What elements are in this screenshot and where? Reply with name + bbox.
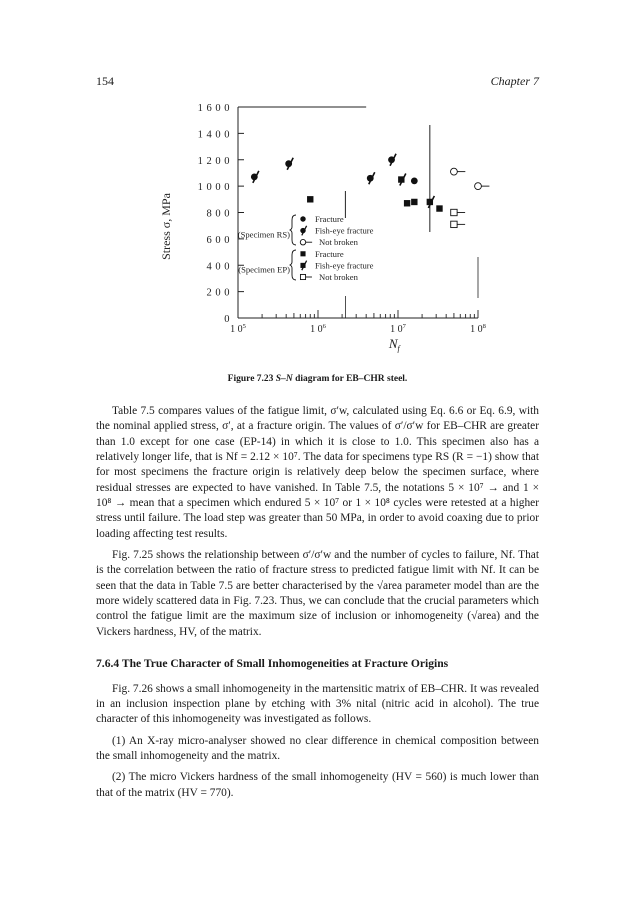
y-tick-label: 1 6 0 0: [197, 103, 230, 114]
y-tick-label: 0: [224, 314, 230, 325]
y-axis-label: Stress σ, MPa: [159, 193, 173, 260]
data-points: [251, 154, 489, 228]
paragraph-2: Fig. 7.25 shows the relationship between σ′/σ′w and the number of cycles to failure, Nf. That is the correlation between the ratio of fracture stress to predicted fatigue limit with Nf. It can be seen that the data in Table 7.5 are better characterised by the √area parameter model than are the more widely scattered data in Fig. 7.23. Thus, we can conclude that the crucial parameters which control the fatigue limit are the maximum size of inclusion or inhomogeneity (√area) and the Vickers hardness, HV, of the matrix.: [96, 549, 539, 638]
y-tick-label: 4 0 0: [206, 261, 230, 273]
y-tick-label: 1 4 0 0: [197, 129, 230, 141]
x-axis-label: $N_f$: [388, 336, 400, 353]
legend-marker: [300, 251, 305, 256]
x-tick-label: 1 $0^8$: [470, 323, 486, 335]
data-point: [411, 199, 417, 205]
data-point: [411, 177, 418, 184]
x-axis: [230, 310, 486, 335]
data-point: [307, 196, 313, 202]
legend-label: Fish-eye fracture: [315, 225, 374, 236]
legend-group-rs: (Specimen RS): [237, 229, 290, 240]
figure-caption: [96, 374, 539, 384]
caption-text: diagram for EB–CHR steel.: [292, 374, 408, 384]
legend-label: Not broken: [319, 237, 358, 248]
sn-diagram: [150, 96, 490, 371]
data-point: [451, 221, 457, 227]
legend-label: Not broken: [319, 272, 358, 282]
paragraph-4: (1) An X-ray micro-analyser showed no clear difference in chemical composition between the small inhomogeneity and the matrix.: [96, 734, 539, 762]
legend-marker: [300, 274, 305, 279]
legend-marker: [300, 239, 305, 244]
paragraph-1: Table 7.5 compares values of the fatigue limit, σ′w, calculated using Eq. 6.6 or Eq. 6.9, with the nominal applied stress, σ′, at a fracture origin. The values of σ′/σ′w for EB–CHR are greater than 1.0 except for one case (EP-14) in which it is close to 1.0. This specimen also has a relatively longer life, that is Nf = 2.12 × 10⁷. The data for specimens type RS (R = −1) show that for most specimens the fracture origin is relatively deep below the specimen surface, where residual stresses are expected to have vanished. In Table 7.5, the notations 5 × 10⁷ → and 1 × 10⁸ → mean that a specimen which endured 5 × 10⁷ or 1 × 10⁸ cycles were retested at a higher stress until failure. The load step was greater than 50 MPa, in order to avoid coaxing due to prior loading affecting test results.: [96, 405, 539, 540]
page-number: 154: [96, 74, 114, 88]
caption-label: Figure 7.23: [227, 374, 274, 384]
legend-label: Fish-eye fracture: [315, 260, 374, 271]
data-point: [404, 200, 410, 206]
data-point: [436, 205, 442, 211]
section-heading: 7.6.4 The True Character of Small Inhomogeneities at Fracture Origins: [96, 657, 449, 671]
legend-marker: [300, 216, 305, 221]
x-tick-label: 1 $0^5$: [230, 323, 246, 335]
page-header: [96, 74, 539, 92]
legend-brace-ep: [290, 250, 296, 280]
legend-label: Fracture: [315, 248, 344, 259]
x-tick-label: 1 $0^7$: [390, 323, 406, 335]
y-tick-label: 8 0 0: [206, 208, 230, 220]
paragraph-5: (2) The micro Vickers hardness of the small inhomogeneity (HV = 560) is much lower than that of the matrix (HV = 770).: [96, 771, 539, 799]
body-text: [96, 404, 539, 807]
plot-frame: [238, 107, 478, 318]
y-tick-label: 6 0 0: [206, 234, 230, 246]
y-axis: [198, 103, 244, 325]
data-point: [451, 168, 458, 175]
legend-group-ep: (Specimen EP): [238, 264, 290, 275]
y-tick-label: 2 0 0: [206, 287, 230, 299]
legend-brace-rs: [290, 215, 296, 245]
chapter-label: Chapter 7: [490, 74, 539, 88]
data-point: [475, 183, 482, 190]
paragraph-3: Fig. 7.26 shows a small inhomogeneity in the martensitic matrix of EB–CHR. It was revealed in an inclusion inspection plane by etching with 3% nital (nitric acid in alcohol). The true character of this inhomogeneity was investigated as follows.: [96, 682, 539, 726]
data-point: [451, 209, 457, 215]
chart-legend: [238, 214, 374, 282]
legend-label: Fracture: [315, 214, 344, 224]
x-tick-label: 1 $0^6$: [310, 323, 326, 335]
y-tick-label: 1 0 0 0: [197, 182, 230, 194]
y-tick-label: 1 2 0 0: [197, 155, 230, 167]
caption-sn: S–N: [275, 374, 293, 384]
